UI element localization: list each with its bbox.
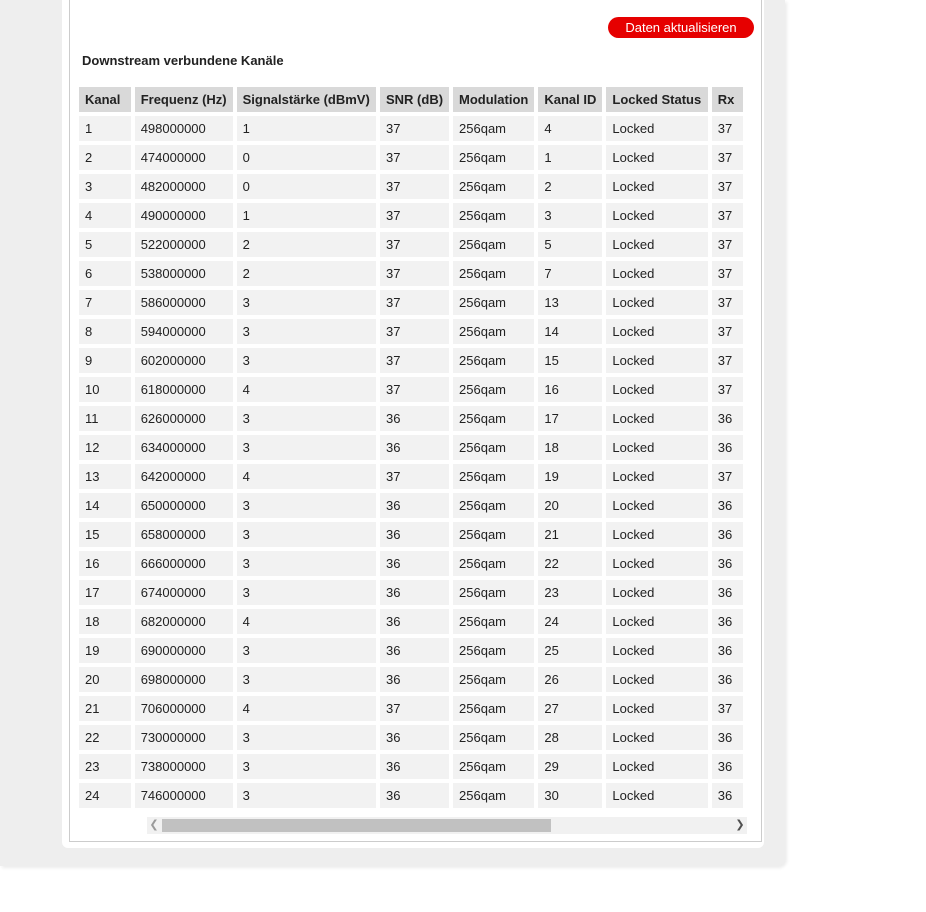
table-cell: 3 (237, 551, 376, 576)
table-cell: 256qam (453, 377, 534, 402)
table-cell: 3 (538, 203, 602, 228)
table-cell: 256qam (453, 696, 534, 721)
table-row (79, 493, 743, 518)
column-header: Modulation (453, 87, 534, 112)
downstream-table-container[interactable] (79, 87, 747, 813)
table-cell: 666000000 (135, 551, 233, 576)
table-row (79, 348, 743, 373)
table-cell: 24 (538, 609, 602, 634)
table-row (79, 783, 743, 808)
table-cell: 37 (380, 232, 449, 257)
table-cell: 1 (237, 203, 376, 228)
table-cell: 0 (237, 145, 376, 170)
table-cell: 474000000 (135, 145, 233, 170)
table-cell: 738000000 (135, 754, 233, 779)
table-cell: Locked (606, 638, 707, 663)
table-cell: 30 (538, 783, 602, 808)
table-cell: 256qam (453, 725, 534, 750)
table-cell: 37 (380, 348, 449, 373)
table-cell: Locked (606, 464, 707, 489)
table-cell: 2 (237, 261, 376, 286)
table-cell: 256qam (453, 232, 534, 257)
table-row (79, 116, 743, 141)
table-cell: 22 (538, 551, 602, 576)
table-cell: 37 (380, 116, 449, 141)
table-cell: 17 (538, 406, 602, 431)
table-cell: 36 (712, 435, 743, 460)
column-header: Locked Status (606, 87, 707, 112)
table-cell: 3 (237, 493, 376, 518)
table-cell: 256qam (453, 638, 534, 663)
table-cell: Locked (606, 696, 707, 721)
table-cell: 2 (79, 145, 131, 170)
table-cell: 36 (380, 725, 449, 750)
table-cell: 37 (712, 261, 743, 286)
column-header: Kanal ID (538, 87, 602, 112)
table-row (79, 290, 743, 315)
table-cell: 3 (237, 783, 376, 808)
table-cell: 37 (380, 319, 449, 344)
table-cell: 23 (79, 754, 131, 779)
table-cell: Locked (606, 609, 707, 634)
table-cell: Locked (606, 319, 707, 344)
table-cell: 12 (79, 435, 131, 460)
table-cell: 18 (79, 609, 131, 634)
table-cell: 5 (79, 232, 131, 257)
table-cell: 13 (538, 290, 602, 315)
table-row (79, 319, 743, 344)
table-cell: 22 (79, 725, 131, 750)
table-cell: 37 (712, 116, 743, 141)
table-cell: 37 (712, 377, 743, 402)
table-cell: 4 (237, 377, 376, 402)
table-cell: 37 (380, 261, 449, 286)
table-cell: 586000000 (135, 290, 233, 315)
table-cell: 36 (380, 580, 449, 605)
table-cell: 9 (79, 348, 131, 373)
table-cell: Locked (606, 493, 707, 518)
table-cell: 36 (380, 493, 449, 518)
table-cell: 650000000 (135, 493, 233, 518)
table-cell: Locked (606, 522, 707, 547)
table-cell: 36 (712, 522, 743, 547)
table-cell: 27 (538, 696, 602, 721)
table-cell: 37 (712, 290, 743, 315)
table-row (79, 145, 743, 170)
downstream-channels-table (79, 87, 747, 812)
table-cell: 37 (380, 174, 449, 199)
table-row (79, 580, 743, 605)
table-cell: Locked (606, 754, 707, 779)
table-cell: Locked (606, 145, 707, 170)
table-cell: 594000000 (135, 319, 233, 344)
table-cell: Locked (606, 725, 707, 750)
table-cell: 1 (237, 116, 376, 141)
table-cell: 3 (237, 580, 376, 605)
table-cell: 36 (712, 667, 743, 692)
column-header: Frequenz (Hz) (135, 87, 233, 112)
table-cell: 25 (538, 638, 602, 663)
table-cell: Locked (606, 203, 707, 228)
table-cell: Locked (606, 261, 707, 286)
table-cell: 3 (237, 522, 376, 547)
table-cell: 29 (538, 754, 602, 779)
table-cell: 36 (712, 783, 743, 808)
table-cell: 3 (237, 319, 376, 344)
table-cell: Locked (606, 377, 707, 402)
table-cell: 11 (79, 406, 131, 431)
table-cell: 14 (538, 319, 602, 344)
table-row (79, 667, 743, 692)
table-cell: 256qam (453, 464, 534, 489)
table-cell: Locked (606, 348, 707, 373)
table-cell: 7 (538, 261, 602, 286)
table-cell: 37 (380, 203, 449, 228)
table-row (79, 406, 743, 431)
table-cell: 36 (712, 638, 743, 663)
scrollbar-thumb[interactable] (162, 819, 551, 832)
table-body (79, 116, 743, 808)
table-cell: Locked (606, 667, 707, 692)
table-cell: 15 (79, 522, 131, 547)
table-cell: 602000000 (135, 348, 233, 373)
table-cell: Locked (606, 783, 707, 808)
table-cell: 7 (79, 290, 131, 315)
table-cell: 36 (380, 551, 449, 576)
table-cell: 37 (380, 145, 449, 170)
table-cell: 36 (380, 609, 449, 634)
table-cell: 706000000 (135, 696, 233, 721)
table-cell: 4 (237, 464, 376, 489)
table-cell: 642000000 (135, 464, 233, 489)
table-cell: 36 (712, 406, 743, 431)
table-cell: 256qam (453, 116, 534, 141)
table-cell: 256qam (453, 174, 534, 199)
table-row (79, 551, 743, 576)
table-cell: 538000000 (135, 261, 233, 286)
table-cell: 256qam (453, 551, 534, 576)
table-cell: 37 (712, 174, 743, 199)
table-cell: 256qam (453, 203, 534, 228)
table-cell: Locked (606, 174, 707, 199)
table-cell: 4 (538, 116, 602, 141)
table-cell: 6 (79, 261, 131, 286)
table-cell: 490000000 (135, 203, 233, 228)
table-cell: 36 (712, 580, 743, 605)
table-cell: 14 (79, 493, 131, 518)
table-cell: 37 (712, 145, 743, 170)
table-row (79, 174, 743, 199)
table-cell: 3 (237, 725, 376, 750)
table-cell: Locked (606, 435, 707, 460)
table-cell: 23 (538, 580, 602, 605)
table-cell: 19 (79, 638, 131, 663)
table-row (79, 638, 743, 663)
table-cell: 24 (79, 783, 131, 808)
table-cell: 36 (712, 609, 743, 634)
table-cell: 20 (538, 493, 602, 518)
table-cell: 690000000 (135, 638, 233, 663)
table-cell: 2 (237, 232, 376, 257)
table-cell: 256qam (453, 319, 534, 344)
table-cell: 36 (380, 435, 449, 460)
table-cell: 682000000 (135, 609, 233, 634)
table-cell: 658000000 (135, 522, 233, 547)
table-cell: 37 (712, 464, 743, 489)
table-cell: 4 (79, 203, 131, 228)
table-cell: 256qam (453, 290, 534, 315)
chevron-left-icon[interactable]: ❮ (149, 819, 159, 831)
table-row (79, 232, 743, 257)
table-cell: Locked (606, 232, 707, 257)
table-cell: 2 (538, 174, 602, 199)
table-cell: 37 (380, 377, 449, 402)
table-cell: 37 (380, 290, 449, 315)
table-row (79, 725, 743, 750)
table-cell: 0 (237, 174, 376, 199)
table-cell: 10 (79, 377, 131, 402)
table-row (79, 203, 743, 228)
table-cell: 256qam (453, 348, 534, 373)
table-cell: 256qam (453, 580, 534, 605)
horizontal-scrollbar[interactable] (147, 817, 747, 834)
table-cell: 15 (538, 348, 602, 373)
table-cell: 256qam (453, 435, 534, 460)
table-cell: 746000000 (135, 783, 233, 808)
chevron-right-icon[interactable]: ❯ (735, 819, 745, 831)
table-cell: 16 (79, 551, 131, 576)
table-cell: 20 (79, 667, 131, 692)
table-header-row (79, 87, 743, 112)
table-cell: 37 (712, 203, 743, 228)
table-row (79, 754, 743, 779)
table-row (79, 377, 743, 402)
table-cell: 37 (712, 696, 743, 721)
table-cell: 256qam (453, 145, 534, 170)
table-cell: 256qam (453, 406, 534, 431)
table-cell: 4 (237, 696, 376, 721)
table-cell: 8 (79, 319, 131, 344)
table-cell: 13 (79, 464, 131, 489)
table-cell: 698000000 (135, 667, 233, 692)
table-cell: 1 (538, 145, 602, 170)
table-cell: 37 (380, 464, 449, 489)
table-cell: 37 (712, 348, 743, 373)
column-header: Kanal (79, 87, 131, 112)
table-cell: 256qam (453, 261, 534, 286)
table-cell: 3 (79, 174, 131, 199)
table-cell: 36 (380, 667, 449, 692)
table-cell: 36 (380, 638, 449, 663)
table-cell: 256qam (453, 609, 534, 634)
table-cell: Locked (606, 580, 707, 605)
table-cell: 21 (538, 522, 602, 547)
table-cell: 36 (712, 754, 743, 779)
column-header: SNR (dB) (380, 87, 449, 112)
table-cell: 21 (79, 696, 131, 721)
table-cell: 3 (237, 667, 376, 692)
table-cell: 256qam (453, 754, 534, 779)
table-cell: 37 (712, 232, 743, 257)
table-cell: 18 (538, 435, 602, 460)
table-cell: 3 (237, 435, 376, 460)
table-row (79, 522, 743, 547)
table-cell: 36 (380, 406, 449, 431)
table-cell: 5 (538, 232, 602, 257)
table-cell: 36 (380, 783, 449, 808)
table-cell: 626000000 (135, 406, 233, 431)
refresh-data-button[interactable]: Daten aktualisieren (608, 17, 754, 38)
section-title: Downstream verbundene Kanäle (82, 53, 284, 68)
table-cell: 256qam (453, 667, 534, 692)
table-cell: 634000000 (135, 435, 233, 460)
table-cell: 37 (380, 696, 449, 721)
table-cell: 730000000 (135, 725, 233, 750)
table-cell: 256qam (453, 783, 534, 808)
table-cell: 37 (712, 319, 743, 344)
table-row (79, 609, 743, 634)
table-cell: 36 (380, 754, 449, 779)
table-cell: 16 (538, 377, 602, 402)
table-cell: 36 (712, 725, 743, 750)
table-cell: Locked (606, 290, 707, 315)
table-row (79, 435, 743, 460)
table-row (79, 696, 743, 721)
table-cell: 19 (538, 464, 602, 489)
table-cell: 498000000 (135, 116, 233, 141)
table-cell: 1 (79, 116, 131, 141)
table-cell: 256qam (453, 493, 534, 518)
table-cell: 3 (237, 638, 376, 663)
table-cell: 522000000 (135, 232, 233, 257)
table-cell: 3 (237, 406, 376, 431)
table-cell: Locked (606, 551, 707, 576)
table-cell: 3 (237, 348, 376, 373)
table-cell: Locked (606, 116, 707, 141)
table-cell: 618000000 (135, 377, 233, 402)
table-cell: 4 (237, 609, 376, 634)
table-cell: 256qam (453, 522, 534, 547)
table-cell: 36 (712, 551, 743, 576)
table-cell: 36 (712, 493, 743, 518)
table-cell: 17 (79, 580, 131, 605)
table-cell: 3 (237, 290, 376, 315)
column-header: Signalstärke (dBmV) (237, 87, 376, 112)
table-cell: 28 (538, 725, 602, 750)
table-cell: 3 (237, 754, 376, 779)
table-cell: 674000000 (135, 580, 233, 605)
table-cell: Locked (606, 406, 707, 431)
table-cell: 36 (380, 522, 449, 547)
table-cell: 482000000 (135, 174, 233, 199)
table-row (79, 261, 743, 286)
column-header: Rx (712, 87, 743, 112)
table-cell: 26 (538, 667, 602, 692)
table-row (79, 464, 743, 489)
